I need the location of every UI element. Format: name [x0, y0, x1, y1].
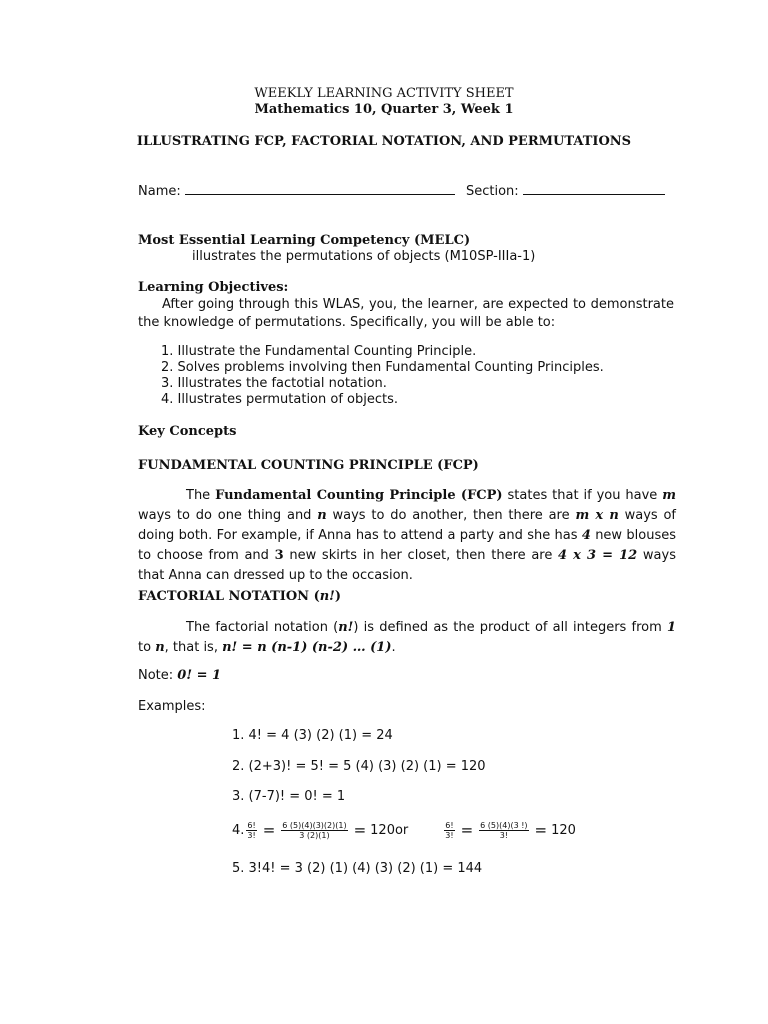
sheet-subtitle: Mathematics 10, Quarter 3, Week 1 [254, 102, 514, 117]
list-item: 4. Illustrates permutation of objects. [161, 392, 399, 407]
objectives-list [161, 344, 604, 408]
list-item: 3. Illustrates the factotial notation. [161, 376, 387, 391]
example-4: 4. $\frac{6!}{3!}$ = $\frac{6 (5)(4)(3)(2)(1)}{3 (2)(1)}$ = 120or $\frac{6!}{3!}$ = $\frac{6 (5)(4)(3 !)}{3!}$ = 120 [232, 820, 576, 840]
melc-text: illustrates the permutations of objects (M10SP-IIIa-1) [192, 249, 536, 264]
fcp-heading: FUNDAMENTAL COUNTING PRINCIPLE (FCP) [138, 458, 479, 473]
name-field[interactable] [138, 182, 455, 199]
topic-title: ILLUSTRATING FCP, FACTORIAL NOTATION, AND PERMUTATIONS [136, 134, 632, 149]
fcp-term: Fundamental Counting Principle (FCP) [215, 488, 503, 503]
melc-heading: Most Essential Learning Competency (MELC) [138, 233, 471, 248]
list-item: 1. Illustrate the Fundamental Counting Principle. [161, 344, 477, 359]
examples-label: Examples: [138, 699, 206, 714]
name-label: Name: [138, 184, 181, 199]
example-2: 2. (2+3)! = 5! = 5 (4) (3) (2) (1) = 120 [232, 759, 486, 774]
note-line: Note: 0! = 1 [138, 668, 222, 683]
objectives-intro: After going through this WLAS, you, the learner, are expected to demonstrate the knowledge of permutations. Specifically, you will be able to: [138, 297, 674, 330]
list-item: 2. Solves problems involving then Fundamental Counting Principles. [161, 360, 604, 375]
example-1: 1. 4! = 4 (3) (2) (1) = 24 [232, 728, 393, 743]
example-5: 5. 3!4! = 3 (2) (1) (4) (3) (2) (1) = 144 [232, 861, 483, 876]
sheet-title: WEEKLY LEARNING ACTIVITY SHEET [254, 86, 514, 101]
factorial-paragraph: The factorial notation (n!) is defined as the product of all integers from 1 to n, that is, n! = n (n-1) (n-2) … (1). [138, 620, 676, 655]
example-3: 3. (7-7)! = 0! = 1 [232, 789, 346, 804]
factorial-formula: n! = n (n-1) (n-2) … (1) [222, 640, 392, 655]
name-blank[interactable] [185, 182, 455, 195]
fraction: $\frac{6!}{3!}$ [247, 820, 256, 840]
fcp-paragraph: The Fundamental Counting Principle (FCP) states that if you have m ways to do one thing and n ways to do another, then there are m x n ways of doing both. For example, if Anna has to attend a party and she has 4 new blouses to choose from and 3 new skirts in her closet, then there are 4 x 3 = 12 ways that Anna can dressed up to the occasion. [138, 488, 677, 583]
objectives-heading: Learning Objectives: [138, 280, 289, 295]
key-concepts-heading: Key Concepts [138, 424, 237, 439]
fraction: $\frac{6 (5)(4)(3 !)}{3!}$ [480, 820, 528, 840]
factorial-heading: FACTORIAL NOTATION (n!) [138, 589, 342, 604]
section-blank[interactable] [523, 182, 665, 195]
fraction: $\frac{6!}{3!}$ [445, 820, 454, 840]
fraction: $\frac{6 (5)(4)(3)(2)(1)}{3 (2)(1)}$ [282, 820, 347, 840]
section-field[interactable] [466, 182, 665, 199]
section-label: Section: [466, 184, 519, 199]
